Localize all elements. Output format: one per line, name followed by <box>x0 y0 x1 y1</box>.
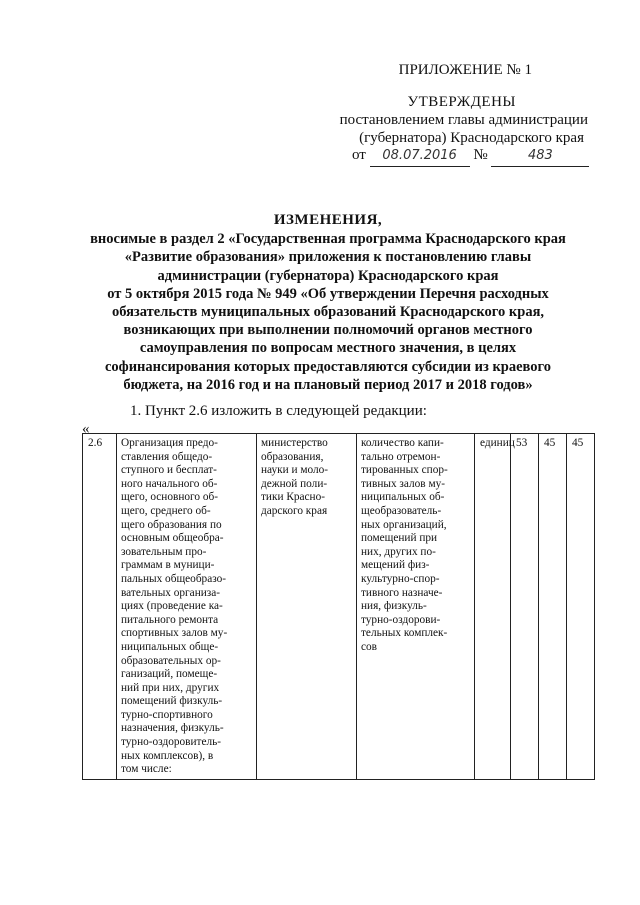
responsible-cell <box>257 434 357 780</box>
title-line: администрации (губернатора) Краснодарского края <box>157 267 499 284</box>
item-number-cell: 2.6 <box>83 434 117 780</box>
title-line: самоуправления по вопросам местного значения, в целях <box>139 340 517 357</box>
handwritten-date: 08.07.2016 <box>370 146 470 167</box>
handwritten-number: 483 <box>491 146 589 167</box>
title-line: ИЗМЕНЕНИЯ, <box>273 212 383 228</box>
amendment-table <box>82 433 595 780</box>
value-2016-cell: 53 <box>511 434 539 780</box>
number-prefix: № <box>473 147 488 163</box>
title-line: бюджета, на 2016 год и на плановый период 2017 и 2018 годов» <box>123 376 533 393</box>
unit-cell: единиц <box>475 434 511 780</box>
open-quote: « <box>82 421 90 437</box>
indicator-text: количество капи- тально отремон- тированных спор- тивных залов му- ниципальных об- щеобразователь- ных организаций, помещений при них, других по- мещений физ- культурно-спор- тивного назначе- ния, физкуль- турно-оздорови- тельных комплек- сов <box>361 437 448 653</box>
approved-by-line-1: постановлением главы администрации <box>339 112 588 128</box>
decree-date-line <box>352 145 589 167</box>
date-prefix: от <box>352 147 366 163</box>
responsible-text: министерство образования, науки и моло- дежной поли- тики Красно- дарского края <box>261 437 329 517</box>
approved-by-line-2: (губернатора) Краснодарского края <box>359 130 584 146</box>
approved-label: УТВЕРЖДЕНЫ <box>407 94 516 110</box>
title-line: вносимые в раздел 2 «Государственная программа Краснодарского края <box>90 231 566 248</box>
indicator-cell <box>357 434 475 780</box>
description-text: Организация предо- ставления общедо- ступного и бесплат- ного начального об- щего, основного об- щего, среднего об- щего образования по основным общеобра- зовательным про- граммам в муници- пальных общеобразо- вательных организа- циях (проведение ка- питального ремонта спортивных залов му- ниципальных обще- образовательных ор- ганизаций, помеще- ний при них, других помещений физкуль- турно-спортивного назначения, физкуль- турно-оздоровитель- ных комплексов), в том числе: <box>121 437 228 776</box>
annex-label: ПРИЛОЖЕНИЕ № 1 <box>398 62 532 78</box>
value-2018-cell: 45 <box>567 434 595 780</box>
document-title <box>60 211 596 394</box>
value-2017-cell: 45 <box>539 434 567 780</box>
title-line: возникающих при выполнении полномочий органов местного <box>123 322 533 339</box>
amendment-paragraph: 1. Пункт 2.6 изложить в следующей редакции: <box>130 403 427 419</box>
title-line: софинансирования которых предоставляются субсидии из краевого <box>104 358 552 375</box>
table-row <box>83 434 595 780</box>
title-line: от 5 октября 2015 года № 949 «Об утверждении Перечня расходных <box>107 285 549 302</box>
description-cell <box>117 434 257 780</box>
title-line: обязательств муниципальных образований Краснодарского края, <box>111 304 545 321</box>
title-line: «Развитие образования» приложения к постановлению главы <box>124 249 532 266</box>
